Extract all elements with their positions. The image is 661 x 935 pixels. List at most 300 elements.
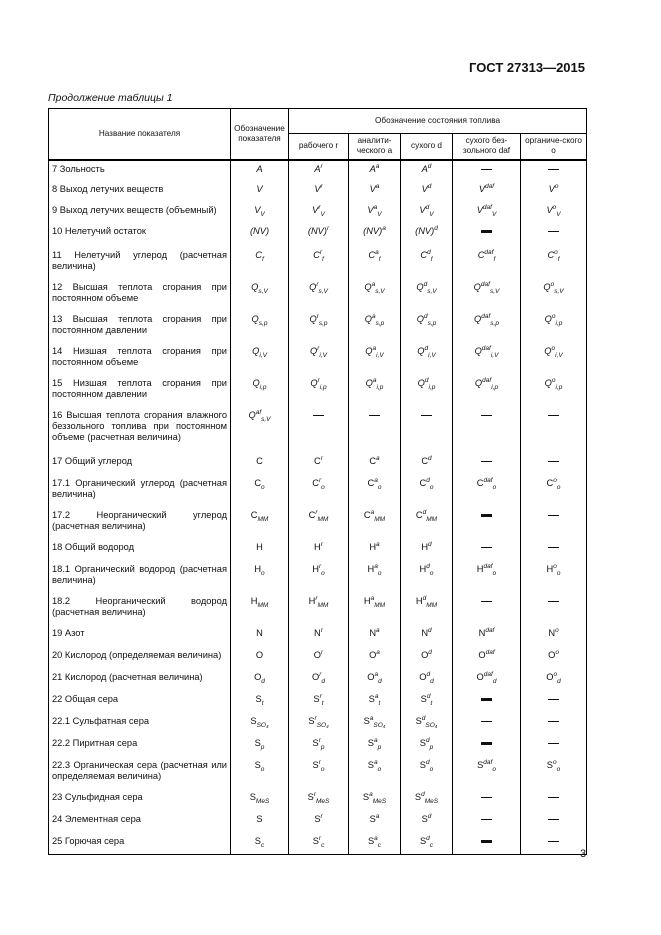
symbol-base: O (311, 671, 320, 682)
indicator-name: 7 Зольность (49, 160, 231, 181)
symbol-sub: o (429, 483, 434, 491)
symbol-sub: MM (374, 515, 386, 523)
cell-working (289, 160, 349, 181)
symbol-sub: SO₄ (425, 721, 438, 729)
symbol-sup: a (375, 182, 380, 190)
cell-analytical (349, 625, 401, 647)
cell-dry-ash-free (453, 647, 521, 669)
symbol-sup: r (315, 594, 318, 602)
cell-analytical (349, 453, 401, 475)
symbol-base: Q (252, 377, 260, 388)
symbol-sub: c (260, 841, 265, 849)
symbol-base: S (421, 813, 428, 824)
symbol-base: O (255, 649, 264, 660)
indicator-name: 20 Кислород (определяемая величина) (49, 647, 231, 669)
symbol-sub: f (430, 255, 433, 263)
cell-working (289, 669, 349, 691)
indicator-name: 17.1 Органический углерод (расчетная величина) (49, 475, 231, 507)
dash (548, 601, 559, 602)
indicator-symbol (231, 757, 289, 789)
symbol-sup: r (320, 454, 323, 462)
symbol-base: S (367, 737, 374, 748)
symbol-base: S (256, 813, 263, 824)
cell-working (289, 202, 349, 223)
symbol-base: S (419, 737, 426, 748)
symbol-sup: o (551, 376, 556, 384)
symbol-base: C (256, 455, 263, 466)
indicator-name: 18.1 Органический водород (расчетная величина) (49, 561, 231, 593)
symbol-sup: a (375, 162, 380, 170)
symbol-base: Q (474, 345, 482, 356)
cell-analytical (349, 561, 401, 593)
cell-organic (521, 811, 587, 833)
symbol-sup: daf (483, 758, 493, 766)
cell-dry (401, 453, 453, 475)
symbol-sup: o (552, 203, 557, 211)
symbol-base: V (367, 204, 374, 215)
symbol-base: O (254, 671, 262, 682)
indicator-symbol (231, 713, 289, 735)
symbol-sub: c (321, 841, 325, 849)
symbol-base: Q (417, 377, 425, 388)
symbol-base: S (420, 693, 427, 704)
cell-dry-ash-free (453, 735, 521, 757)
state-dry: сухого d (401, 134, 453, 160)
symbol-sub: MM (257, 601, 269, 609)
indicator-symbol (231, 669, 289, 691)
dash (481, 819, 492, 820)
symbol-base: Q (310, 377, 318, 388)
table-row (49, 833, 587, 855)
dash (548, 515, 559, 516)
symbol-sup: r (317, 376, 320, 384)
dash (548, 721, 559, 722)
symbol-sup: daf (482, 203, 492, 211)
table-row (49, 453, 587, 475)
symbol-sub: o (492, 483, 497, 491)
symbol-sup: r (317, 344, 320, 352)
symbol-base: O (369, 649, 377, 660)
cell-organic (521, 202, 587, 223)
symbol-sup: a (376, 626, 380, 634)
symbol-sup: d (426, 834, 430, 842)
symbol-sup: o (553, 758, 557, 766)
symbol-sub: i,p (491, 383, 499, 391)
table-row (49, 375, 587, 407)
symbol-base: V (548, 183, 555, 194)
symbol-sup: o (554, 182, 559, 190)
cell-analytical (349, 279, 401, 311)
symbol-sup: daf (485, 648, 495, 656)
symbol-sup: o (554, 248, 558, 256)
cell-working (289, 181, 349, 202)
symbol-sub: d (261, 677, 265, 685)
symbol-sup: d (425, 203, 430, 211)
symbol-sup: d (428, 540, 432, 548)
symbol-base: O (478, 649, 486, 660)
symbol-sub: f (378, 255, 381, 263)
symbol-base: (NV) (363, 225, 383, 236)
symbol-sub: f (557, 255, 560, 263)
table-row (49, 247, 587, 279)
symbol-sub: o (261, 569, 265, 577)
cell-organic (521, 475, 587, 507)
symbol-sup: d (427, 248, 431, 256)
symbol-sub: f (493, 255, 496, 263)
cell-working (289, 375, 349, 407)
cell-analytical (349, 789, 401, 811)
symbol-sup: a (369, 714, 374, 722)
symbol-sub: MM (317, 601, 329, 609)
symbol-sup: d (428, 626, 432, 634)
symbol-sup: a (373, 203, 378, 211)
symbol-sub: t (430, 699, 433, 707)
cell-dry (401, 625, 453, 647)
symbol-base: C (313, 249, 320, 260)
cell-organic (521, 181, 587, 202)
indicator-symbol (231, 279, 289, 311)
cell-organic (521, 691, 587, 713)
symbol-sup: r (313, 790, 316, 798)
symbol-sub: t (321, 699, 324, 707)
cell-organic (521, 713, 587, 735)
cell-dry (401, 343, 453, 375)
symbol-base: N (421, 627, 429, 638)
dash (548, 169, 559, 170)
table-row (49, 343, 587, 375)
symbol-sub: s,V (318, 287, 328, 295)
symbol-sub: o (261, 483, 265, 491)
cell-dry-ash-free (453, 811, 521, 833)
cell-analytical (349, 833, 401, 855)
cell-working (289, 279, 349, 311)
cell-organic (521, 669, 587, 691)
symbol-sup: o (553, 562, 557, 570)
cell-organic (521, 279, 587, 311)
bold-dash (481, 840, 492, 843)
symbol-base: V (312, 204, 319, 215)
symbol-base: S (255, 693, 262, 704)
symbol-sup: d (424, 344, 429, 352)
symbol-sup: daf (485, 182, 495, 190)
symbol-base: Q (474, 377, 483, 388)
dash (548, 797, 559, 798)
symbol-sub: i,V (259, 351, 267, 359)
symbol-sup: r (318, 834, 322, 842)
symbol-base: N (369, 627, 377, 638)
cell-analytical (349, 223, 401, 247)
symbol-sub: c (377, 841, 382, 849)
cell-dry-ash-free (453, 247, 521, 279)
cell-dry (401, 223, 453, 247)
symbol-base: C (421, 455, 429, 466)
symbol-sup: a (370, 594, 375, 602)
dash (481, 415, 492, 416)
symbol-sup: a (375, 248, 379, 256)
symbol-sub: d (430, 677, 434, 685)
cell-dry-ash-free (453, 789, 521, 811)
symbol-sub: o (321, 483, 325, 491)
symbol-base: (NV) (415, 225, 435, 236)
cell-dry (401, 279, 453, 311)
table-row (49, 202, 587, 223)
cell-dry-ash-free (453, 311, 521, 343)
symbol-sub: p (429, 743, 434, 751)
cell-working (289, 713, 349, 735)
symbol-sup: o (553, 670, 558, 678)
cell-dry-ash-free (453, 343, 521, 375)
cell-analytical (349, 647, 401, 669)
symbol-base: H (367, 563, 375, 574)
symbol-base: V (254, 204, 261, 215)
cell-working (289, 539, 349, 561)
symbol-base: Q (364, 313, 372, 324)
symbol-base: H (308, 595, 316, 606)
cell-dry-ash-free (453, 202, 521, 223)
indicator-symbol (231, 789, 289, 811)
symbol-sup: a (374, 562, 378, 570)
symbol-base: Q (252, 345, 260, 356)
symbol-sup: a (371, 312, 376, 320)
indicator-name: 18 Общий водород (49, 539, 231, 561)
symbol-base: N (548, 627, 556, 638)
cell-dry (401, 735, 453, 757)
bold-dash (481, 698, 492, 701)
cell-dry-ash-free (453, 561, 521, 593)
symbol-base: C (415, 509, 423, 520)
symbol-sup: a (376, 648, 380, 656)
symbol-sup: d (421, 714, 426, 722)
symbol-sub: o (556, 483, 561, 491)
dash (548, 461, 559, 462)
cell-dry (401, 757, 453, 789)
cell-analytical (349, 593, 401, 625)
symbol-sub: MM (374, 601, 386, 609)
table-row (49, 160, 587, 181)
page-number: 3 (580, 848, 587, 860)
symbol-sup: o (555, 626, 559, 634)
indicator-symbol (231, 507, 289, 539)
symbol-sub: s,p (375, 319, 385, 327)
col-header-states: Обозначение состояния топлива (289, 109, 587, 134)
cell-dry (401, 789, 453, 811)
symbol-sup: r (316, 280, 319, 288)
cell-dry (401, 507, 453, 539)
symbol-sup: r (318, 562, 322, 570)
indicator-symbol (231, 561, 289, 593)
symbol-base: Q (248, 409, 256, 420)
cell-analytical (349, 247, 401, 279)
cell-organic (521, 757, 587, 789)
symbol-base: H (250, 595, 258, 606)
symbol-sub: s,p (427, 319, 437, 327)
symbol-sub: i,V (428, 351, 436, 359)
symbol-base: O (421, 649, 429, 660)
symbol-sup: a (374, 692, 379, 700)
indicator-name: 12 Высшая теплота сгорания при постоянном объеме (49, 279, 231, 311)
symbol-sup: r (321, 648, 324, 656)
cell-working (289, 311, 349, 343)
symbol-sub: s,p (258, 319, 268, 327)
symbol-sub: f (261, 255, 264, 263)
dash (481, 601, 492, 602)
symbol-base: S (249, 791, 256, 802)
symbol-base: Q (310, 345, 318, 356)
indicator-symbol (231, 202, 289, 223)
symbol-base: N (256, 627, 263, 638)
symbol-sup: d (428, 454, 432, 462)
symbol-base: S (419, 759, 426, 770)
cell-dry (401, 311, 453, 343)
bold-dash (481, 230, 492, 233)
symbol-sub: V (429, 210, 434, 218)
symbol-base: O (367, 671, 375, 682)
indicator-symbol (231, 539, 289, 561)
state-analytical: аналити-ческого a (349, 134, 401, 160)
symbol-base: S (363, 715, 370, 726)
symbol-sub: t (378, 699, 381, 707)
symbol-sub: i,p (555, 319, 563, 327)
cell-dry-ash-free (453, 757, 521, 789)
symbol-base: C (363, 509, 371, 520)
cell-organic (521, 507, 587, 539)
symbol-base: Q (417, 345, 425, 356)
indicator-name: 9 Выход летучих веществ (объемный) (49, 202, 231, 223)
table-row (49, 757, 587, 789)
symbol-sup: r (318, 476, 322, 484)
indicator-symbol (231, 311, 289, 343)
symbol-base: Q (251, 281, 259, 292)
indicator-name: 14 Низшая теплота сгорания при постоянном объеме (49, 343, 231, 375)
standard-number: ГОСТ 27313—2015 (469, 60, 585, 75)
symbol-sup: r (314, 714, 317, 722)
table-caption: Продолжение таблицы 1 (48, 92, 173, 104)
cell-organic (521, 625, 587, 647)
symbol-sub: MM (257, 515, 269, 523)
table-row (49, 789, 587, 811)
symbol-base: C (476, 477, 484, 488)
cell-analytical (349, 475, 401, 507)
symbol-sub: t (261, 699, 264, 707)
table-row (49, 539, 587, 561)
cell-working (289, 757, 349, 789)
symbol-base: S (414, 791, 422, 802)
dash (548, 231, 559, 232)
indicator-symbol (231, 453, 289, 475)
symbol-sub: o (556, 765, 561, 773)
symbol-base: C (255, 249, 262, 260)
symbol-base: Q (365, 377, 373, 388)
symbol-sub: d (557, 677, 561, 685)
symbol-base: N (314, 627, 321, 638)
symbol-sup: daf (485, 626, 495, 634)
symbol-sub: SO₄ (256, 721, 269, 729)
cell-dry-ash-free (453, 539, 521, 561)
symbol-sup: daf (483, 670, 493, 678)
cell-analytical (349, 757, 401, 789)
indicator-name: 21 Кислород (расчетная величина) (49, 669, 231, 691)
symbol-sub: V (556, 210, 561, 218)
symbol-sup: a (376, 540, 380, 548)
cell-dry-ash-free (453, 475, 521, 507)
indicator-name: 17.2 Неорганический углерод (расчетная величина) (49, 507, 231, 539)
symbol-sub: d (321, 677, 326, 685)
symbol-sup: o (555, 648, 559, 656)
cell-dry (401, 593, 453, 625)
symbol-sub: SO₄ (316, 721, 329, 729)
symbol-base: C (547, 249, 555, 260)
table-row (49, 593, 587, 625)
dash (313, 415, 324, 416)
cell-analytical (349, 311, 401, 343)
symbol-sup: r (320, 540, 323, 548)
symbol-sub: p (260, 743, 265, 751)
table-row (49, 625, 587, 647)
symbol-sup: d (427, 162, 432, 170)
cell-analytical (349, 343, 401, 375)
symbol-sub: o (429, 765, 434, 773)
symbol-base: S (307, 791, 314, 802)
cell-dry-ash-free (453, 279, 521, 311)
symbol-sup: o (551, 344, 556, 352)
symbol-base: S (369, 813, 376, 824)
symbol-sub: i,p (376, 383, 384, 391)
symbol-sup: r (318, 203, 321, 211)
symbol-base: S (367, 759, 374, 770)
symbol-sup: d (425, 758, 430, 766)
indicator-symbol (231, 475, 289, 507)
cell-working (289, 593, 349, 625)
state-working: рабочего r (289, 134, 349, 160)
symbol-sup: r (320, 626, 323, 634)
table-row (49, 279, 587, 311)
table-row (49, 407, 587, 453)
symbol-base: S (308, 715, 315, 726)
indicator-name: 22 Общая сера (49, 691, 231, 713)
cell-organic (521, 593, 587, 625)
symbol-base: O (419, 671, 427, 682)
cell-dry (401, 561, 453, 593)
table-row (49, 223, 587, 247)
cell-analytical (349, 375, 401, 407)
symbol-sub: s,V (489, 287, 500, 295)
table-row (49, 735, 587, 757)
symbol-base: C (308, 509, 316, 520)
symbol-sup: r (316, 312, 319, 320)
symbol-base: H (415, 595, 423, 606)
symbol-sub: s,V (554, 287, 564, 295)
indicator-name: 25 Горючая сера (49, 833, 231, 855)
cell-organic (521, 375, 587, 407)
cell-dry (401, 691, 453, 713)
symbol-base: S (314, 813, 321, 824)
symbol-sub: V (491, 210, 497, 218)
cell-dry (401, 202, 453, 223)
cell-dry (401, 407, 453, 453)
indicator-symbol (231, 833, 289, 855)
table-row (49, 669, 587, 691)
cell-working (289, 647, 349, 669)
cell-analytical (349, 539, 401, 561)
dash (481, 169, 492, 170)
cell-organic (521, 561, 587, 593)
symbol-sub: o (377, 765, 382, 773)
symbol-sub: i,V (319, 351, 327, 359)
cell-organic (521, 453, 587, 475)
symbol-base: S (312, 835, 319, 846)
symbol-base: C (314, 455, 321, 466)
dash (481, 547, 492, 548)
